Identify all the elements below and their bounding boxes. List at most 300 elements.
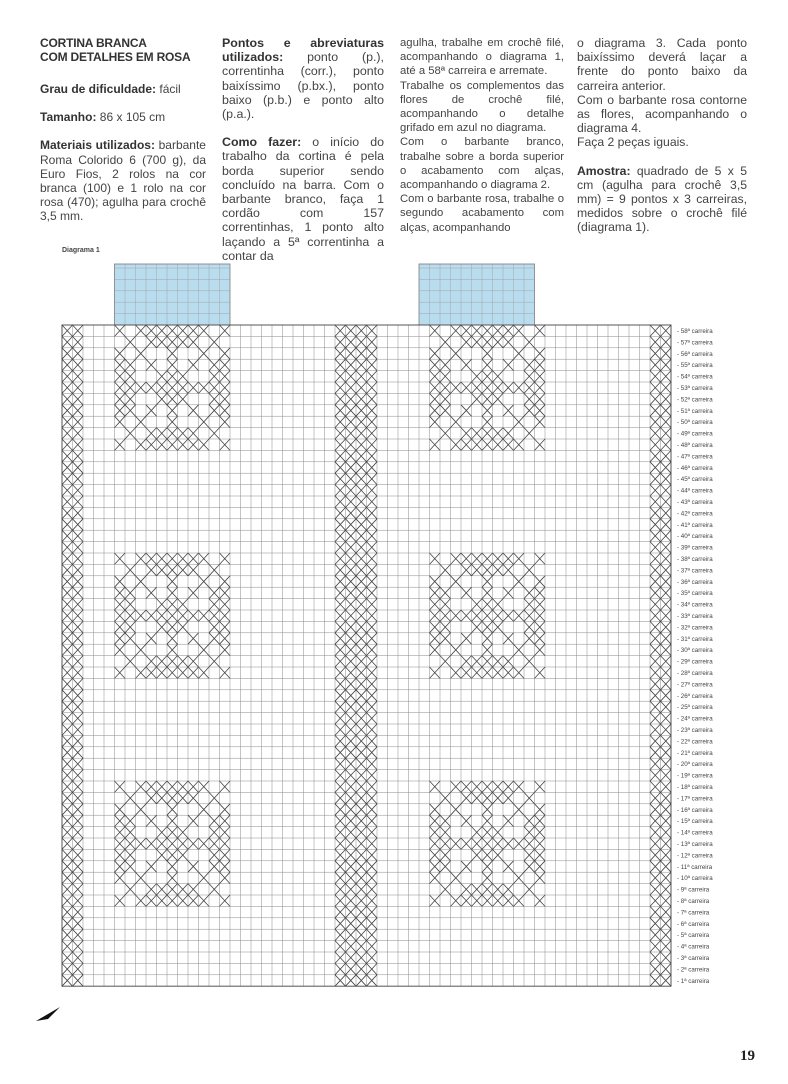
- filled-cell: [461, 861, 472, 872]
- filled-cell: [367, 348, 378, 359]
- filled-cell: [514, 804, 525, 815]
- filled-cell: [661, 610, 672, 621]
- filled-cell: [356, 485, 367, 496]
- filled-cell: [73, 838, 84, 849]
- filled-cell: [650, 804, 661, 815]
- row-label: - 38ª carreira: [677, 555, 713, 563]
- filled-cell: [335, 644, 346, 655]
- filled-cell: [346, 587, 357, 598]
- sample-label: Amostra:: [577, 163, 631, 178]
- filled-cell: [346, 610, 357, 621]
- filled-cell: [440, 815, 451, 826]
- filled-cell: [661, 325, 672, 336]
- filled-cell: [62, 405, 73, 416]
- abbreviations-text: ponto (p.), correntinha (corr.), ponto baixíssimo (p.bx.), ponto baixo (p.b.) e ponto alto (p.a.).: [222, 50, 384, 122]
- filled-cell: [535, 587, 546, 598]
- filled-cell: [146, 382, 157, 393]
- filled-cell: [461, 564, 472, 575]
- filled-cell: [167, 667, 178, 678]
- row-label: - 31ª carreira: [677, 635, 713, 643]
- filled-cell: [535, 667, 546, 678]
- filled-cell: [367, 485, 378, 496]
- filled-cell: [188, 884, 199, 895]
- filled-cell: [115, 393, 126, 404]
- filled-cell: [62, 610, 73, 621]
- filled-cell: [493, 610, 504, 621]
- filled-cell: [356, 770, 367, 781]
- filled-cell: [335, 701, 346, 712]
- filled-cell: [482, 815, 493, 826]
- filled-cell: [356, 713, 367, 724]
- filled-cell: [503, 815, 514, 826]
- filled-cell: [367, 918, 378, 929]
- filled-cell: [650, 781, 661, 792]
- filled-cell: [73, 758, 84, 769]
- filled-cell: [451, 553, 462, 564]
- filled-cell: [136, 553, 147, 564]
- row-label: - 15ª carreira: [677, 818, 713, 826]
- filled-cell: [472, 371, 483, 382]
- filled-cell: [493, 553, 504, 564]
- filled-cell: [514, 895, 525, 906]
- filled-cell: [220, 633, 231, 644]
- filled-cell: [62, 895, 73, 906]
- filled-cell: [209, 610, 220, 621]
- filled-cell: [661, 542, 672, 553]
- filled-cell: [167, 348, 178, 359]
- col3-paragraph-4: Com o barbante rosa, trabalhe o segundo acabamento com alças, acompanhando: [400, 193, 564, 234]
- filled-cell: [73, 827, 84, 838]
- filled-cell: [62, 690, 73, 701]
- filled-cell: [167, 371, 178, 382]
- filled-cell: [430, 815, 441, 826]
- filled-cell: [367, 667, 378, 678]
- row-label: - 37ª carreira: [677, 567, 713, 575]
- filled-cell: [356, 975, 367, 986]
- filled-cell: [650, 450, 661, 461]
- row-label: - 16ª carreira: [677, 806, 713, 814]
- filled-cell: [650, 610, 661, 621]
- filled-cell: [335, 656, 346, 667]
- filled-cell: [167, 872, 178, 883]
- filled-cell: [367, 450, 378, 461]
- filled-cell: [335, 838, 346, 849]
- filled-cell: [167, 861, 178, 872]
- filled-cell: [356, 325, 367, 336]
- filled-cell: [503, 325, 514, 336]
- filled-cell: [356, 336, 367, 347]
- filled-cell: [157, 849, 168, 860]
- filled-cell: [73, 849, 84, 860]
- row-label: - 1ª carreira: [677, 977, 710, 985]
- filled-cell: [367, 599, 378, 610]
- filled-cell: [178, 667, 189, 678]
- filled-cell: [430, 325, 441, 336]
- filled-cell: [62, 975, 73, 986]
- filled-cell: [346, 507, 357, 518]
- filled-cell: [346, 462, 357, 473]
- row-label: - 9ª carreira: [677, 886, 710, 894]
- filled-cell: [346, 792, 357, 803]
- filled-cell: [461, 610, 472, 621]
- highlight-box-2: [419, 264, 535, 325]
- filled-cell: [493, 439, 504, 450]
- filled-cell: [430, 553, 441, 564]
- filled-cell: [650, 633, 661, 644]
- filled-cell: [451, 804, 462, 815]
- filled-cell: [146, 587, 157, 598]
- filled-cell: [493, 621, 504, 632]
- filled-cell: [661, 781, 672, 792]
- filled-cell: [430, 382, 441, 393]
- filled-cell: [73, 610, 84, 621]
- filled-cell: [650, 519, 661, 530]
- filled-cell: [650, 599, 661, 610]
- filled-cell: [335, 758, 346, 769]
- filled-cell: [440, 587, 451, 598]
- filled-cell: [524, 382, 535, 393]
- filled-cell: [73, 804, 84, 815]
- filled-cell: [220, 576, 231, 587]
- filled-cell: [535, 439, 546, 450]
- filled-cell: [125, 815, 136, 826]
- row-label: - 18ª carreira: [677, 783, 713, 791]
- row-label: - 56ª carreira: [677, 350, 713, 358]
- filled-cell: [346, 496, 357, 507]
- filled-cell: [514, 325, 525, 336]
- filled-cell: [167, 849, 178, 860]
- filled-cell: [209, 884, 220, 895]
- filled-cell: [125, 587, 136, 598]
- filled-cell: [367, 462, 378, 473]
- filled-cell: [346, 530, 357, 541]
- filled-cell: [661, 895, 672, 906]
- filled-cell: [62, 770, 73, 781]
- filled-cell: [167, 610, 178, 621]
- filled-cell: [125, 621, 136, 632]
- filled-cell: [62, 918, 73, 929]
- filled-cell: [430, 348, 441, 359]
- filled-cell: [73, 690, 84, 701]
- filled-cell: [136, 439, 147, 450]
- filled-cell: [503, 633, 514, 644]
- filled-cell: [157, 895, 168, 906]
- col4-paragraph-3: Faça 2 peças iguais.: [577, 135, 689, 150]
- filled-cell: [472, 621, 483, 632]
- filled-cell: [178, 838, 189, 849]
- filled-cell: [524, 359, 535, 370]
- filled-cell: [209, 393, 220, 404]
- filled-cell: [188, 587, 199, 598]
- filled-cell: [335, 428, 346, 439]
- filled-cell: [524, 393, 535, 404]
- filled-cell: [62, 553, 73, 564]
- filled-cell: [73, 359, 84, 370]
- filled-cell: [335, 450, 346, 461]
- filled-cell: [661, 644, 672, 655]
- filled-cell: [125, 884, 136, 895]
- filled-cell: [482, 838, 493, 849]
- filled-cell: [356, 530, 367, 541]
- filled-cell: [73, 542, 84, 553]
- filled-cell: [503, 428, 514, 439]
- filled-cell: [346, 724, 357, 735]
- filled-cell: [335, 599, 346, 610]
- row-label: - 58ª carreira: [677, 327, 713, 335]
- filled-cell: [157, 599, 168, 610]
- filled-cell: [503, 405, 514, 416]
- filled-cell: [73, 895, 84, 906]
- filled-cell: [503, 792, 514, 803]
- filled-cell: [482, 644, 493, 655]
- filled-cell: [367, 941, 378, 952]
- filled-cell: [73, 929, 84, 940]
- filled-cell: [178, 656, 189, 667]
- filled-cell: [461, 633, 472, 644]
- filled-cell: [188, 815, 199, 826]
- filled-cell: [209, 656, 220, 667]
- filled-cell: [209, 815, 220, 826]
- filled-cell: [335, 553, 346, 564]
- filled-cell: [335, 678, 346, 689]
- filled-cell: [661, 633, 672, 644]
- col3-paragraph-1: agulha, trabalhe em crochê filé, acompanhando o diagrama 1, até a 58ª carreira e arremate.: [400, 37, 564, 78]
- filled-cell: [167, 587, 178, 598]
- filled-cell: [62, 348, 73, 359]
- filled-cell: [62, 462, 73, 473]
- filled-cell: [335, 941, 346, 952]
- filled-cell: [661, 371, 672, 382]
- filled-cell: [73, 450, 84, 461]
- filled-cell: [430, 439, 441, 450]
- filled-cell: [62, 758, 73, 769]
- filled-cell: [482, 610, 493, 621]
- filled-cell: [356, 450, 367, 461]
- filled-cell: [346, 770, 357, 781]
- filled-cell: [346, 735, 357, 746]
- filled-cell: [367, 838, 378, 849]
- filled-cell: [356, 382, 367, 393]
- filled-cell: [367, 325, 378, 336]
- filled-cell: [535, 895, 546, 906]
- filled-cell: [73, 519, 84, 530]
- row-label: - 6ª carreira: [677, 920, 710, 928]
- filled-cell: [157, 382, 168, 393]
- filled-cell: [188, 633, 199, 644]
- filled-cell: [650, 359, 661, 370]
- filled-cell: [461, 587, 472, 598]
- filled-cell: [346, 576, 357, 587]
- filled-cell: [73, 462, 84, 473]
- filled-cell: [167, 792, 178, 803]
- filled-cell: [346, 758, 357, 769]
- filled-cell: [440, 861, 451, 872]
- filled-cell: [650, 724, 661, 735]
- filled-cell: [430, 576, 441, 587]
- filled-cell: [451, 872, 462, 883]
- filled-cell: [62, 587, 73, 598]
- row-label: - 52ª carreira: [677, 396, 713, 404]
- filled-cell: [650, 621, 661, 632]
- filled-cell: [430, 827, 441, 838]
- filled-cell: [346, 667, 357, 678]
- filled-cell: [524, 336, 535, 347]
- filled-cell: [220, 599, 231, 610]
- filled-cell: [188, 325, 199, 336]
- filled-cell: [335, 371, 346, 382]
- filled-cell: [62, 713, 73, 724]
- filled-cell: [136, 325, 147, 336]
- col4-paragraph-1: o diagrama 3. Cada ponto baixíssimo deverá laçar a frente do ponto baixo da carreira anterior.: [577, 36, 747, 93]
- filled-cell: [146, 838, 157, 849]
- filled-cell: [440, 564, 451, 575]
- filled-cell: [73, 861, 84, 872]
- filled-cell: [136, 644, 147, 655]
- filled-cell: [661, 827, 672, 838]
- filled-cell: [461, 405, 472, 416]
- filled-cell: [178, 553, 189, 564]
- row-label: - 27ª carreira: [677, 681, 713, 689]
- filled-cell: [346, 621, 357, 632]
- filled-cell: [367, 724, 378, 735]
- filled-cell: [493, 393, 504, 404]
- filled-cell: [335, 439, 346, 450]
- filled-cell: [136, 576, 147, 587]
- row-label: - 13ª carreira: [677, 840, 713, 848]
- filled-cell: [346, 564, 357, 575]
- filled-cell: [356, 405, 367, 416]
- filled-cell: [440, 827, 451, 838]
- filled-cell: [440, 621, 451, 632]
- filled-cell: [650, 348, 661, 359]
- filled-cell: [335, 530, 346, 541]
- filled-cell: [346, 747, 357, 758]
- filled-cell: [650, 952, 661, 963]
- filled-cell: [125, 849, 136, 860]
- filled-cell: [661, 359, 672, 370]
- filled-cell: [188, 553, 199, 564]
- filled-cell: [220, 610, 231, 621]
- filled-cell: [167, 553, 178, 564]
- filled-cell: [346, 599, 357, 610]
- filled-cell: [125, 564, 136, 575]
- filled-cell: [451, 781, 462, 792]
- filled-cell: [367, 975, 378, 986]
- filled-cell: [335, 827, 346, 838]
- filled-cell: [167, 336, 178, 347]
- filled-cell: [661, 735, 672, 746]
- col3-paragraph-2: Trabalhe os complementos das flores de crochê filé, acompanhando o detalhe grifado em azul no diagrama.: [400, 79, 564, 135]
- filled-cell: [220, 382, 231, 393]
- filled-cell: [356, 348, 367, 359]
- filled-cell: [367, 929, 378, 940]
- filled-cell: [661, 473, 672, 484]
- filled-cell: [62, 804, 73, 815]
- filled-cell: [367, 530, 378, 541]
- filled-cell: [62, 530, 73, 541]
- filled-cell: [356, 507, 367, 518]
- filled-cell: [440, 359, 451, 370]
- filled-cell: [472, 336, 483, 347]
- filled-cell: [335, 975, 346, 986]
- filled-cell: [430, 633, 441, 644]
- filled-cell: [62, 656, 73, 667]
- filled-cell: [335, 587, 346, 598]
- filled-cell: [73, 530, 84, 541]
- filled-cell: [220, 371, 231, 382]
- filled-cell: [482, 781, 493, 792]
- filled-cell: [167, 382, 178, 393]
- filled-cell: [503, 884, 514, 895]
- filled-cell: [62, 621, 73, 632]
- filled-cell: [62, 599, 73, 610]
- filled-cell: [472, 564, 483, 575]
- filled-cell: [73, 735, 84, 746]
- filled-cell: [535, 781, 546, 792]
- filled-cell: [535, 610, 546, 621]
- filled-cell: [178, 895, 189, 906]
- filled-cell: [125, 599, 136, 610]
- filled-cell: [167, 815, 178, 826]
- filled-cell: [367, 587, 378, 598]
- filled-cell: [493, 781, 504, 792]
- filled-cell: [650, 439, 661, 450]
- filled-cell: [62, 382, 73, 393]
- filled-cell: [178, 325, 189, 336]
- filled-cell: [346, 473, 357, 484]
- filled-cell: [335, 884, 346, 895]
- filled-cell: [73, 815, 84, 826]
- filled-cell: [430, 599, 441, 610]
- filled-cell: [209, 849, 220, 860]
- row-label: - 21ª carreira: [677, 749, 713, 757]
- filled-cell: [472, 428, 483, 439]
- filled-cell: [188, 336, 199, 347]
- filled-cell: [535, 393, 546, 404]
- filled-cell: [514, 872, 525, 883]
- filled-cell: [167, 439, 178, 450]
- filled-cell: [115, 576, 126, 587]
- filled-cell: [73, 918, 84, 929]
- filled-cell: [535, 553, 546, 564]
- filled-cell: [167, 633, 178, 644]
- filled-cell: [125, 656, 136, 667]
- filled-cell: [167, 644, 178, 655]
- filled-cell: [661, 690, 672, 701]
- filled-cell: [167, 405, 178, 416]
- filled-cell: [73, 473, 84, 484]
- filled-cell: [367, 895, 378, 906]
- filled-cell: [367, 336, 378, 347]
- filled-cell: [650, 382, 661, 393]
- filled-cell: [356, 610, 367, 621]
- filled-cell: [503, 781, 514, 792]
- row-label: - 26ª carreira: [677, 692, 713, 700]
- row-label: - 47ª carreira: [677, 453, 713, 461]
- filled-cell: [661, 507, 672, 518]
- filled-cell: [73, 405, 84, 416]
- filled-cell: [524, 405, 535, 416]
- filled-cell: [524, 861, 535, 872]
- filled-cell: [367, 519, 378, 530]
- filled-cell: [650, 963, 661, 974]
- filled-cell: [650, 587, 661, 598]
- filled-cell: [346, 405, 357, 416]
- article-title-line2: COM DETALHES EM ROSA: [40, 50, 191, 64]
- filled-cell: [346, 895, 357, 906]
- filled-cell: [661, 519, 672, 530]
- filled-cell: [157, 838, 168, 849]
